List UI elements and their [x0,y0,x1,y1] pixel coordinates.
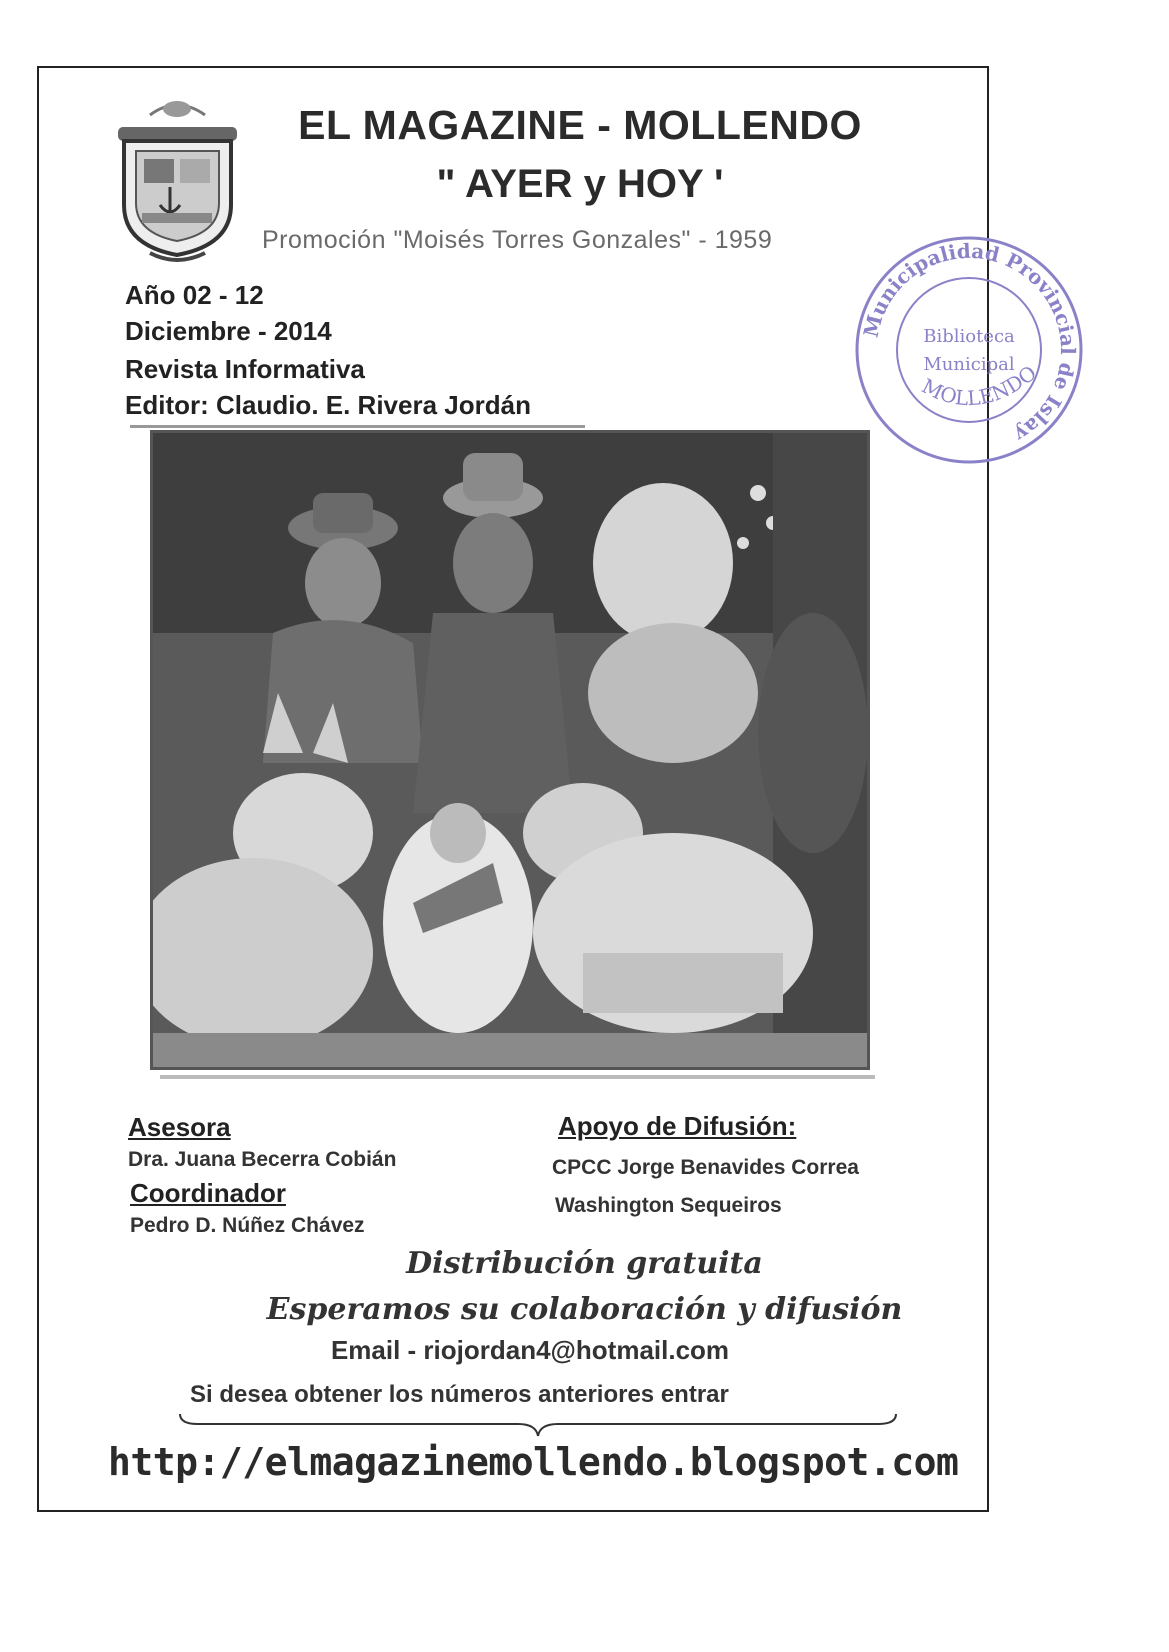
photo-shadow [160,1075,875,1079]
contact-email: Email - riojordan4@hotmail.com [330,1335,730,1365]
magazine-title: EL MAGAZINE - MOLLENDO [298,102,862,148]
stamp-line-1: Biblioteca [923,326,1015,347]
coordinator-heading: Coordinador [130,1178,286,1208]
previous-issues-note: Si desea obtener los números anteriores entrar [190,1381,729,1408]
stamp-bottom-text: MOLLENDO [917,360,1042,411]
stamp-line-2: Municipal [923,354,1015,375]
editor-line: Editor: Claudio. E. Rivera Jordán [125,390,531,420]
divider [130,425,585,428]
collaboration-note: Esperamos su colaboración y difusión [266,1292,903,1327]
issue-date: Diciembre - 2014 [125,316,332,346]
brace-divider [178,1412,898,1438]
support-name-2: Washington Sequeiros [555,1194,782,1217]
support-heading: Apoyo de Difusión: [558,1111,797,1141]
advisor-heading: Asesora [128,1112,231,1142]
support-name-1: CPCC Jorge Benavides Correa [552,1156,859,1179]
issue-number: Año 02 - 12 [125,280,264,310]
library-stamp [849,230,1089,470]
coat-of-arms-logo [110,95,245,263]
advisor-name: Dra. Juana Becerra Cobián [128,1148,397,1171]
promotion-line: Promoción "Moisés Torres Gonzales" - 1959 [262,226,773,254]
magazine-subtitle: " AYER y HOY ' [436,162,724,206]
blog-link[interactable]: http://elmagazinemollendo.blogspot.com [108,1440,959,1484]
stamp-ring-text: Municipalidad Provincial de Islay [858,238,1081,447]
distribution-note: Distribución gratuita [406,1246,763,1281]
coordinator-name: Pedro D. Núñez Chávez [130,1214,365,1237]
issue-type: Revista Informativa [125,354,365,384]
nativity-photo [150,430,870,1070]
